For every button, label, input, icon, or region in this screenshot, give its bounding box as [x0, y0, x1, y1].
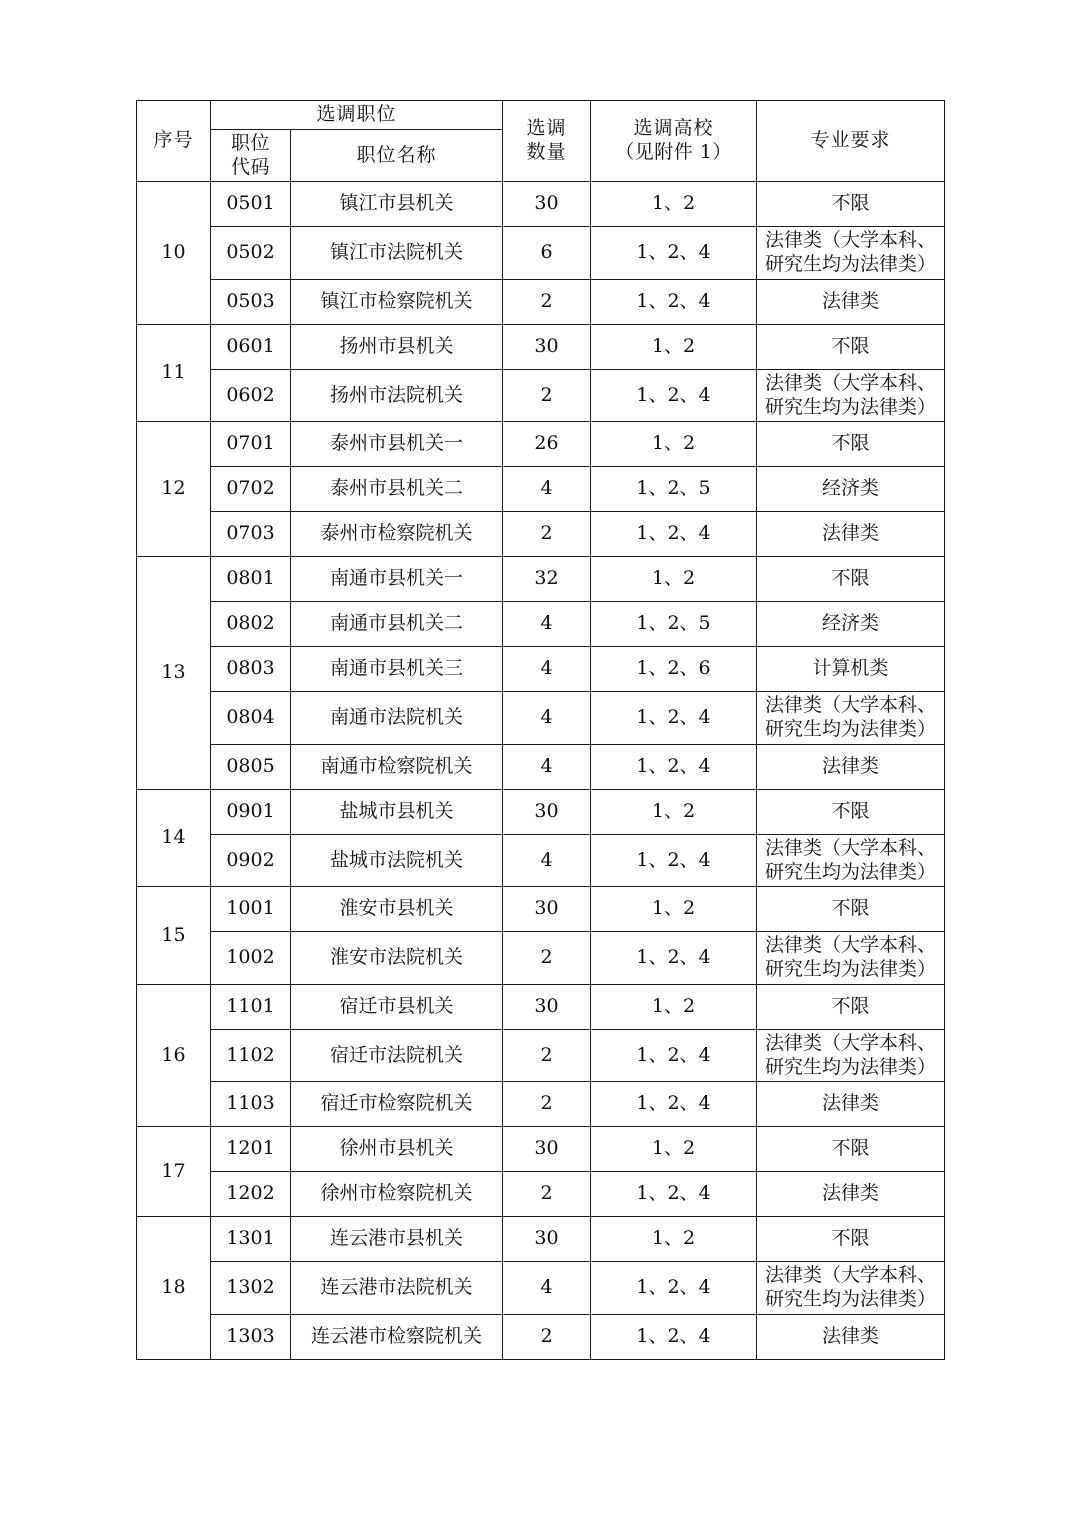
- cell-position-name: 宿迁市法院机关: [291, 1029, 503, 1082]
- cell-quantity: 32: [503, 557, 591, 602]
- cell-quantity: 30: [503, 1217, 591, 1262]
- cell-position-code: 0702: [211, 467, 291, 512]
- cell-position-code: 0803: [211, 647, 291, 692]
- cell-school: 1、2、4: [591, 1082, 757, 1127]
- cell-school: 1、2、4: [591, 1314, 757, 1359]
- cell-quantity: 30: [503, 324, 591, 369]
- table-header: [137, 101, 945, 182]
- cell-position-code: 0901: [211, 789, 291, 834]
- cell-major: [757, 369, 945, 422]
- cell-major: [757, 1029, 945, 1082]
- cell-seq: 12: [137, 422, 211, 557]
- cell-position-name: 淮安市法院机关: [291, 932, 503, 985]
- cell-seq: 17: [137, 1127, 211, 1217]
- cell-seq: 13: [137, 557, 211, 790]
- cell-school: 1、2: [591, 324, 757, 369]
- table-row: [137, 744, 945, 789]
- cell-position-code: 1202: [211, 1172, 291, 1217]
- cell-position-code: 0502: [211, 227, 291, 280]
- cell-position-name: 南通市县机关二: [291, 602, 503, 647]
- table-row: [137, 557, 945, 602]
- header-major: 专业要求: [757, 101, 945, 182]
- header-position-name: 职位名称: [291, 129, 503, 182]
- cell-quantity: 2: [503, 1082, 591, 1127]
- cell-school: 1、2、4: [591, 932, 757, 985]
- cell-position-code: 1201: [211, 1127, 291, 1172]
- cell-quantity: 2: [503, 1314, 591, 1359]
- table-row: [137, 1314, 945, 1359]
- cell-position-name: 泰州市县机关二: [291, 467, 503, 512]
- cell-seq: 10: [137, 182, 211, 325]
- cell-school: 1、2: [591, 887, 757, 932]
- cell-quantity: 2: [503, 932, 591, 985]
- cell-major-line1: 法律类（大学本科、: [765, 694, 937, 717]
- table-row: [137, 467, 945, 512]
- cell-major-line2: 研究生均为法律类）: [765, 395, 937, 418]
- cell-position-code: 1102: [211, 1029, 291, 1082]
- cell-position-name: 宿迁市检察院机关: [291, 1082, 503, 1127]
- cell-quantity: 4: [503, 647, 591, 692]
- cell-major: 法律类: [757, 744, 945, 789]
- cell-major: 不限: [757, 984, 945, 1029]
- table-body: [137, 182, 945, 1360]
- cell-quantity: 4: [503, 834, 591, 887]
- cell-position-name: 扬州市法院机关: [291, 369, 503, 422]
- cell-position-name: 扬州市县机关: [291, 324, 503, 369]
- cell-major-line2: 研究生均为法律类）: [765, 958, 937, 980]
- cell-position-code: 0805: [211, 744, 291, 789]
- table-row: [137, 512, 945, 557]
- cell-position-name: 盐城市法院机关: [291, 834, 503, 887]
- cell-school: 1、2、4: [591, 692, 757, 745]
- cell-position-name: 南通市县机关一: [291, 557, 503, 602]
- cell-major-line2: 研究生均为法律类）: [765, 1055, 937, 1078]
- table-row: [137, 422, 945, 467]
- cell-quantity: 4: [503, 1262, 591, 1315]
- cell-major: 不限: [757, 887, 945, 932]
- cell-quantity: 30: [503, 887, 591, 932]
- table-row: [137, 1217, 945, 1262]
- cell-position-code: 0801: [211, 557, 291, 602]
- cell-position-code: 1103: [211, 1082, 291, 1127]
- cell-school: 1、2、5: [591, 467, 757, 512]
- cell-major: 经济类: [757, 602, 945, 647]
- cell-major-line1: 法律类（大学本科、: [765, 934, 937, 957]
- cell-major: [757, 227, 945, 280]
- header-quantity-line2: 数量: [526, 141, 567, 164]
- cell-major-line2: 研究生均为法律类）: [765, 718, 937, 740]
- cell-position-name: 泰州市检察院机关: [291, 512, 503, 557]
- table-row: [137, 834, 945, 887]
- cell-major-line1: 法律类（大学本科、: [765, 836, 937, 859]
- cell-position-name: 镇江市法院机关: [291, 227, 503, 280]
- cell-school: 1、2、4: [591, 1029, 757, 1082]
- cell-major: 经济类: [757, 467, 945, 512]
- cell-position-name: 镇江市检察院机关: [291, 279, 503, 324]
- cell-quantity: 26: [503, 422, 591, 467]
- position-table-container: [136, 100, 944, 1360]
- cell-seq: 11: [137, 324, 211, 422]
- cell-major: 不限: [757, 1217, 945, 1262]
- table-row: [137, 932, 945, 985]
- cell-major: 不限: [757, 1127, 945, 1172]
- cell-school: 1、2、4: [591, 1262, 757, 1315]
- cell-position-code: 1001: [211, 887, 291, 932]
- header-school: [591, 101, 757, 182]
- cell-school: 1、2、4: [591, 834, 757, 887]
- table-row: [137, 279, 945, 324]
- cell-school: 1、2: [591, 182, 757, 227]
- table-row: [137, 1029, 945, 1082]
- cell-position-code: 1303: [211, 1314, 291, 1359]
- cell-major-line2: 研究生均为法律类）: [765, 1288, 937, 1310]
- table-row: [137, 602, 945, 647]
- cell-major: 计算机类: [757, 647, 945, 692]
- cell-quantity: 4: [503, 602, 591, 647]
- table-row: [137, 647, 945, 692]
- cell-school: 1、2、4: [591, 1172, 757, 1217]
- cell-quantity: 30: [503, 984, 591, 1029]
- cell-quantity: 4: [503, 744, 591, 789]
- cell-major-line1: 法律类（大学本科、: [765, 1264, 937, 1287]
- cell-position-code: 0501: [211, 182, 291, 227]
- cell-major-line2: 研究生均为法律类）: [765, 253, 937, 275]
- cell-major: 法律类: [757, 1082, 945, 1127]
- header-position-code-line2: 代码: [230, 155, 270, 178]
- table-row: [137, 789, 945, 834]
- cell-position-name: 盐城市县机关: [291, 789, 503, 834]
- cell-quantity: 30: [503, 789, 591, 834]
- cell-quantity: 2: [503, 279, 591, 324]
- cell-major: 不限: [757, 182, 945, 227]
- table-row: [137, 887, 945, 932]
- cell-major: 法律类: [757, 512, 945, 557]
- cell-major: 不限: [757, 324, 945, 369]
- cell-position-name: 连云港市法院机关: [291, 1262, 503, 1315]
- cell-school: 1、2、4: [591, 279, 757, 324]
- cell-position-code: 1301: [211, 1217, 291, 1262]
- cell-position-code: 0602: [211, 369, 291, 422]
- cell-school: 1、2: [591, 1127, 757, 1172]
- cell-quantity: 30: [503, 182, 591, 227]
- table-row: [137, 1172, 945, 1217]
- cell-school: 1、2: [591, 1217, 757, 1262]
- cell-quantity: 2: [503, 1029, 591, 1082]
- table-row: [137, 692, 945, 745]
- cell-position-code: 0601: [211, 324, 291, 369]
- header-school-line2: （见附件 1）: [615, 141, 732, 164]
- table-row: [137, 324, 945, 369]
- cell-quantity: 2: [503, 369, 591, 422]
- cell-position-name: 徐州市检察院机关: [291, 1172, 503, 1217]
- cell-position-name: 连云港市县机关: [291, 1217, 503, 1262]
- cell-seq: 18: [137, 1217, 211, 1360]
- cell-major-line1: 法律类（大学本科、: [765, 229, 937, 252]
- cell-major: 不限: [757, 422, 945, 467]
- cell-school: 1、2、4: [591, 512, 757, 557]
- cell-seq: 16: [137, 984, 211, 1127]
- cell-major: 法律类: [757, 1172, 945, 1217]
- cell-quantity: 2: [503, 1172, 591, 1217]
- header-quantity: [503, 101, 591, 182]
- cell-major-line1: 法律类（大学本科、: [765, 371, 937, 394]
- cell-school: 1、2: [591, 557, 757, 602]
- header-position-code-line1: 职位: [230, 131, 270, 154]
- table-row: [137, 1082, 945, 1127]
- cell-major: 法律类: [757, 279, 945, 324]
- cell-major: 不限: [757, 557, 945, 602]
- cell-school: 1、2、6: [591, 647, 757, 692]
- cell-position-name: 连云港市检察院机关: [291, 1314, 503, 1359]
- cell-quantity: 6: [503, 227, 591, 280]
- cell-school: 1、2、5: [591, 602, 757, 647]
- cell-position-code: 0503: [211, 279, 291, 324]
- cell-major: [757, 932, 945, 985]
- cell-school: 1、2、4: [591, 369, 757, 422]
- table-row: [137, 182, 945, 227]
- cell-school: 1、2、4: [591, 744, 757, 789]
- cell-quantity: 30: [503, 1127, 591, 1172]
- cell-quantity: 4: [503, 692, 591, 745]
- table-row: [137, 227, 945, 280]
- cell-position-name: 宿迁市县机关: [291, 984, 503, 1029]
- cell-position-name: 南通市检察院机关: [291, 744, 503, 789]
- cell-position-code: 1302: [211, 1262, 291, 1315]
- cell-quantity: 2: [503, 512, 591, 557]
- header-position-group: 选调职位: [211, 101, 503, 130]
- cell-position-code: 0802: [211, 602, 291, 647]
- cell-major: [757, 834, 945, 887]
- header-quantity-line1: 选调: [526, 117, 567, 140]
- cell-position-code: 0701: [211, 422, 291, 467]
- cell-position-name: 泰州市县机关一: [291, 422, 503, 467]
- table-row: [137, 1262, 945, 1315]
- cell-position-code: 0703: [211, 512, 291, 557]
- cell-school: 1、2: [591, 422, 757, 467]
- cell-position-code: 0804: [211, 692, 291, 745]
- cell-major: 不限: [757, 789, 945, 834]
- cell-position-name: 镇江市县机关: [291, 182, 503, 227]
- cell-position-name: 徐州市县机关: [291, 1127, 503, 1172]
- header-row-1: [137, 101, 945, 130]
- header-school-line1: 选调高校: [633, 117, 714, 140]
- cell-position-code: 1002: [211, 932, 291, 985]
- cell-major-line2: 研究生均为法律类）: [765, 860, 937, 883]
- cell-major: [757, 1262, 945, 1315]
- cell-major: [757, 692, 945, 745]
- cell-seq: 14: [137, 789, 211, 887]
- cell-position-name: 南通市县机关三: [291, 647, 503, 692]
- cell-major: 法律类: [757, 1314, 945, 1359]
- cell-position-code: 1101: [211, 984, 291, 1029]
- cell-position-name: 南通市法院机关: [291, 692, 503, 745]
- table-row: [137, 1127, 945, 1172]
- cell-school: 1、2: [591, 984, 757, 1029]
- cell-position-name: 淮安市县机关: [291, 887, 503, 932]
- cell-position-code: 0902: [211, 834, 291, 887]
- header-position-code: [211, 129, 291, 182]
- header-seq: 序号: [137, 101, 211, 182]
- position-table: [136, 100, 945, 1360]
- cell-quantity: 4: [503, 467, 591, 512]
- cell-school: 1、2: [591, 789, 757, 834]
- cell-seq: 15: [137, 887, 211, 985]
- cell-major-line1: 法律类（大学本科、: [765, 1031, 937, 1054]
- cell-school: 1、2、4: [591, 227, 757, 280]
- table-row: [137, 369, 945, 422]
- table-row: [137, 984, 945, 1029]
